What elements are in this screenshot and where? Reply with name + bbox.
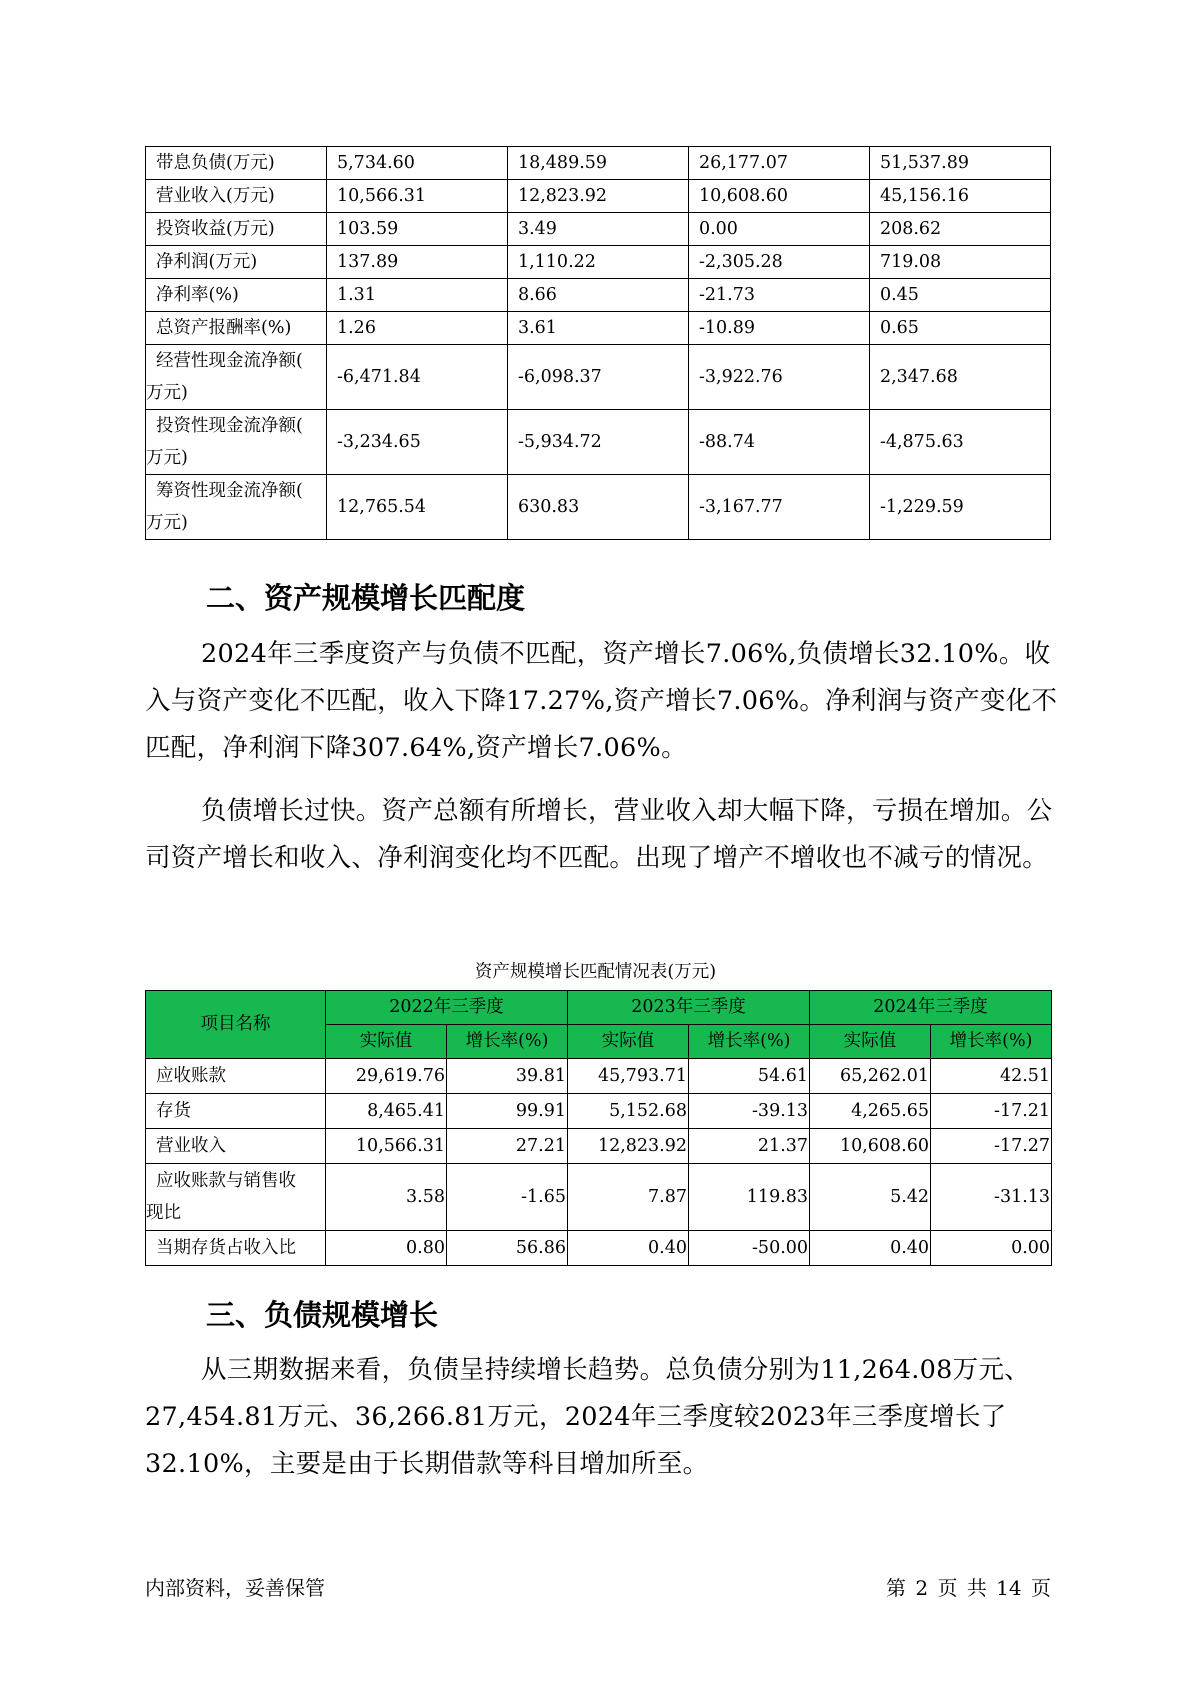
cell-value: 630.83: [507, 475, 688, 540]
cell-value: 27.21: [447, 1129, 568, 1164]
header-growth: 增长率(%): [689, 1025, 810, 1059]
cell-value: 119.83: [689, 1164, 810, 1231]
table-row: [146, 345, 1051, 410]
header-item-name: 项目名称: [146, 991, 326, 1059]
cell-value: -39.13: [689, 1094, 810, 1129]
cell-value: 29,619.76: [326, 1059, 447, 1094]
row-name: 存货: [146, 1094, 326, 1129]
paragraph: 负债增长过快。资产总额有所增长，营业收入却大幅下降，亏损在增加。公司资产增长和收入、净利润变化均不匹配。出现了增产不增收也不减亏的情况。: [145, 796, 1053, 873]
cell-value: 18,489.59: [507, 147, 688, 180]
row-label-line1: 筹资性现金流净额(: [156, 481, 303, 501]
row-name: 当期存货占收入比: [146, 1231, 326, 1266]
cell-value: 99.91: [447, 1094, 568, 1129]
cell-value: 10,566.31: [326, 180, 507, 213]
table-row: [146, 1059, 1052, 1094]
cell-value: -21.73: [688, 279, 869, 312]
header-actual: 实际值: [568, 1025, 689, 1059]
cell-value: 10,566.31: [326, 1129, 447, 1164]
cell-value: 4,265.65: [810, 1094, 931, 1129]
header-growth: 增长率(%): [447, 1025, 568, 1059]
cell-value: 8,465.41: [326, 1094, 447, 1129]
cell-value: 10,608.60: [810, 1129, 931, 1164]
cell-value: 1,110.22: [507, 246, 688, 279]
table-row: [146, 147, 1051, 180]
cell-value: 12,823.92: [507, 180, 688, 213]
cell-value: 719.08: [869, 246, 1050, 279]
cell-value: 12,823.92: [568, 1129, 689, 1164]
cell-value: -5,934.72: [507, 410, 688, 475]
cell-value: 0.65: [869, 312, 1050, 345]
row-label: 净利润(万元): [146, 246, 327, 279]
table-row: [146, 1129, 1052, 1164]
table-row: [146, 213, 1051, 246]
row-label: 投资收益(万元): [146, 213, 327, 246]
cell-value: 1.31: [326, 279, 507, 312]
footer-confidential-note: 内部资料，妥善保管: [145, 1576, 325, 1600]
cell-value: -4,875.63: [869, 410, 1050, 475]
row-label: [146, 410, 327, 475]
row-label: [146, 475, 327, 540]
table-row: [146, 410, 1051, 475]
header-period: 2022年三季度: [326, 991, 568, 1025]
row-name-line2: 现比: [146, 1203, 181, 1223]
cell-value: -6,471.84: [326, 345, 507, 410]
cell-value: -10.89: [688, 312, 869, 345]
paragraph: 从三期数据来看，负债呈持续增长趋势。总负债分别为11,264.08万元、27,454.81万元、36,266.81万元，2024年三季度较2023年三季度增长了32.10%，主要是由于长期借款等科目增加所至。: [145, 1355, 1031, 1479]
table-row: [146, 180, 1051, 213]
row-label: 总资产报酬率(%): [146, 312, 327, 345]
cell-value: 0.40: [568, 1231, 689, 1266]
asset-growth-match-table: [145, 990, 1052, 1266]
cell-value: -17.27: [931, 1129, 1052, 1164]
header-actual: 实际值: [326, 1025, 447, 1059]
row-name-line1: 应收账款与销售收: [156, 1171, 296, 1191]
cell-value: 7.87: [568, 1164, 689, 1231]
footer-page-number: 第 2 页 共 14 页: [886, 1576, 1051, 1600]
row-name: 营业收入: [146, 1129, 326, 1164]
header-period: 2023年三季度: [568, 991, 810, 1025]
cell-value: 12,765.54: [326, 475, 507, 540]
cell-value: 42.51: [931, 1059, 1052, 1094]
cell-value: -31.13: [931, 1164, 1052, 1231]
cell-value: 10,608.60: [688, 180, 869, 213]
cell-value: -3,167.77: [688, 475, 869, 540]
cell-value: 8.66: [507, 279, 688, 312]
section-heading-liability-growth: 三、负债规模增长: [206, 1298, 439, 1332]
cell-value: -50.00: [689, 1231, 810, 1266]
cell-value: 3.49: [507, 213, 688, 246]
row-label-line2: 万元): [146, 448, 188, 468]
table-row: [146, 312, 1051, 345]
header-actual: 实际值: [810, 1025, 931, 1059]
cell-value: 0.45: [869, 279, 1050, 312]
cell-value: 137.89: [326, 246, 507, 279]
row-label-line2: 万元): [146, 383, 188, 403]
cell-value: 51,537.89: [869, 147, 1050, 180]
cell-value: 3.58: [326, 1164, 447, 1231]
table-row: [146, 246, 1051, 279]
cell-value: -1.65: [447, 1164, 568, 1231]
section-heading-asset-growth: 二、资产规模增长匹配度: [206, 581, 526, 615]
cell-value: 5,734.60: [326, 147, 507, 180]
cell-value: 0.40: [810, 1231, 931, 1266]
table-row: [146, 1231, 1052, 1266]
cell-value: 208.62: [869, 213, 1050, 246]
cell-value: 45,156.16: [869, 180, 1050, 213]
cell-value: -2,305.28: [688, 246, 869, 279]
row-label: 净利率(%): [146, 279, 327, 312]
row-label-line1: 投资性现金流净额(: [156, 416, 303, 436]
cell-value: -17.21: [931, 1094, 1052, 1129]
cell-value: 3.61: [507, 312, 688, 345]
table-row: [146, 475, 1051, 540]
cell-value: 0.80: [326, 1231, 447, 1266]
paragraph: 2024年三季度资产与负债不匹配，资产增长7.06%,负债增长32.10%。收入与资产变化不匹配，收入下降17.27%,资产增长7.06%。净利润与资产变化不匹配，净利润下降307.64%,资产增长7.06%。: [145, 639, 1058, 763]
row-label: [146, 345, 327, 410]
table-row: [146, 1094, 1052, 1129]
cell-value: 21.37: [689, 1129, 810, 1164]
cell-value: -6,098.37: [507, 345, 688, 410]
cell-value: 45,793.71: [568, 1059, 689, 1094]
row-label-line1: 经营性现金流净额(: [156, 351, 303, 371]
table-caption: 资产规模增长匹配情况表(万元): [474, 962, 717, 982]
cell-value: -1,229.59: [869, 475, 1050, 540]
row-label-line2: 万元): [146, 513, 188, 533]
cell-value: 0.00: [931, 1231, 1052, 1266]
cell-value: 103.59: [326, 213, 507, 246]
cell-value: 26,177.07: [688, 147, 869, 180]
cell-value: 56.86: [447, 1231, 568, 1266]
cell-value: 5.42: [810, 1164, 931, 1231]
financial-indicators-table: [145, 146, 1051, 540]
cell-value: 0.00: [688, 213, 869, 246]
cell-value: 54.61: [689, 1059, 810, 1094]
row-label: 营业收入(万元): [146, 180, 327, 213]
cell-value: 5,152.68: [568, 1094, 689, 1129]
header-period: 2024年三季度: [810, 991, 1052, 1025]
cell-value: 65,262.01: [810, 1059, 931, 1094]
row-label: 带息负债(万元): [146, 147, 327, 180]
row-name: [146, 1164, 326, 1231]
cell-value: 39.81: [447, 1059, 568, 1094]
table-row: [146, 1164, 1052, 1231]
table-row: [146, 279, 1051, 312]
cell-value: -3,922.76: [688, 345, 869, 410]
cell-value: -3,234.65: [326, 410, 507, 475]
header-row: [146, 991, 1052, 1025]
row-name: 应收账款: [146, 1059, 326, 1094]
header-growth: 增长率(%): [931, 1025, 1052, 1059]
cell-value: 1.26: [326, 312, 507, 345]
cell-value: -88.74: [688, 410, 869, 475]
cell-value: 2,347.68: [869, 345, 1050, 410]
